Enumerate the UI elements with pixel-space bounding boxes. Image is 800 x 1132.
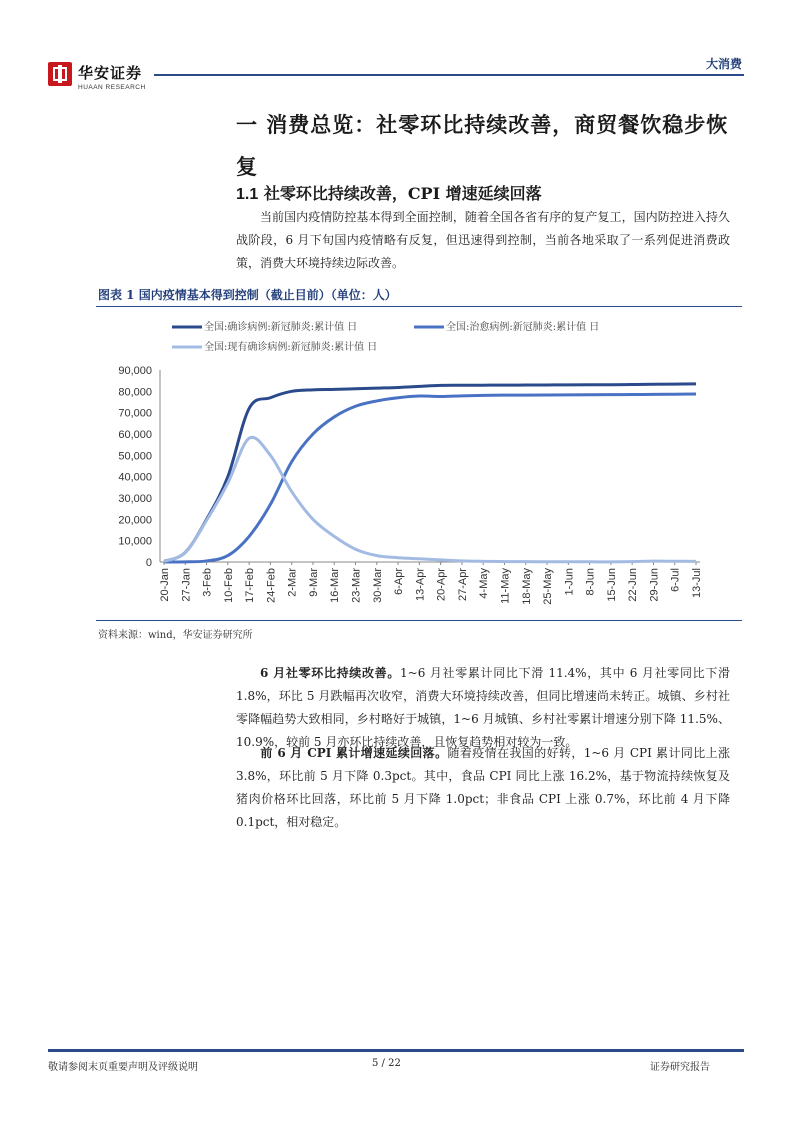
y-tick-label: 30,000 bbox=[118, 493, 152, 505]
section-label: 大消费 bbox=[705, 57, 742, 71]
section-title: 一 消费总览：社零环比持续改善，商贸餐饮稳步恢复 bbox=[236, 112, 729, 179]
logo-subtitle: HUAAN RESEARCH bbox=[78, 84, 146, 91]
figure-title: 图表 1 国内疫情基本得到控制（截止目前）（单位：人） bbox=[98, 288, 397, 302]
x-tick-label: 4-May bbox=[478, 568, 491, 599]
x-tick-label: 15-Jun bbox=[605, 568, 618, 602]
legend-label-cured: 全国:治愈病例:新冠肺炎:累计值 日 bbox=[446, 322, 600, 333]
covid-chart bbox=[96, 308, 742, 620]
logo-icon bbox=[48, 62, 72, 86]
legend-label-active: 全国:现有确诊病例:新冠肺炎:累计值 日 bbox=[204, 342, 378, 353]
y-tick-label: 20,000 bbox=[118, 514, 152, 527]
y-tick-label: 10,000 bbox=[118, 535, 152, 548]
figure-source: 资料来源：wind，华安证券研究所 bbox=[98, 630, 253, 641]
y-tick-label: 60,000 bbox=[118, 429, 152, 441]
x-tick-label: 23-Mar bbox=[350, 568, 363, 603]
x-tick-label: 9-Mar bbox=[307, 568, 320, 597]
intro-paragraph: 当前国内疫情防控基本得到全面控制，随着全国各省有序的复产复工，国内防控进入持久战阶段，6 月下旬国内疫情略有反复，但迅速得到控制，当前各地采取了一系列促进消费政策，消费大环境持续边际改善。 bbox=[236, 210, 730, 270]
x-tick-label: 20-Jan bbox=[159, 568, 171, 602]
series-line-confirmed bbox=[164, 384, 696, 561]
y-tick-label: 70,000 bbox=[118, 407, 152, 420]
x-tick-label: 6-Jul bbox=[669, 568, 682, 592]
header-divider bbox=[154, 74, 744, 76]
footer-report-type: 证券研究报告 bbox=[650, 1062, 710, 1073]
y-tick-label: 80,000 bbox=[118, 386, 152, 399]
subsection-text: 社零环比持续改善，CPI 增速延续回落 bbox=[258, 184, 542, 203]
cpi-paragraph bbox=[236, 742, 730, 834]
cpi-lead: 前 6 月 CPI 累计增速延续回落。 bbox=[260, 746, 448, 760]
footer-disclaimer: 敬请参阅末页重要声明及评级说明 bbox=[48, 1062, 198, 1073]
figure-top-rule bbox=[96, 306, 742, 307]
chart-legend bbox=[172, 320, 599, 353]
retail-text: 1~6 月社零累计同比下滑 11.4%，其中 6 月社零同比下滑 1.8%，环比 5 月跌幅再次收窄，消费大环境持续改善，但同比增速尚未转正。城镇、乡村社零降幅趋势大致相同，乡村略好于城镇，1~6 月城镇、乡村社零累计增速分别下降 11.5%、10.9%，较前 5 月亦环比持续改善，且恢复趋势相对较为一致。 bbox=[236, 666, 730, 749]
x-tick-label: 27-Jan bbox=[180, 568, 193, 602]
x-tick-label: 30-Mar bbox=[371, 568, 384, 603]
retail-paragraph bbox=[236, 662, 730, 754]
y-tick-label: 50,000 bbox=[118, 450, 152, 463]
logo-text: 华安证券 bbox=[78, 64, 143, 82]
x-tick-label: 18-May bbox=[520, 568, 533, 605]
x-tick-label: 20-Apr bbox=[435, 568, 448, 602]
figure-bottom-rule bbox=[96, 620, 742, 621]
x-tick-label: 25-May bbox=[542, 568, 555, 605]
x-tick-label: 16-Mar bbox=[329, 568, 342, 603]
x-tick-label: 1-Jun bbox=[563, 568, 576, 596]
x-tick-label: 17-Feb bbox=[244, 568, 257, 603]
retail-lead: 6 月社零环比持续改善。 bbox=[260, 666, 401, 680]
plot-area bbox=[118, 365, 703, 605]
footer-divider bbox=[48, 1049, 744, 1052]
x-tick-label: 8-Jun bbox=[584, 568, 597, 596]
legend-label-confirmed: 全国:确诊病例:新冠肺炎:累计值 日 bbox=[204, 322, 358, 333]
x-tick-label: 3-Feb bbox=[201, 568, 214, 597]
y-tick-label: 90,000 bbox=[118, 365, 152, 377]
subsection-title bbox=[236, 181, 542, 204]
x-tick-label: 24-Feb bbox=[265, 568, 278, 603]
x-tick-label: 13-Apr bbox=[414, 568, 427, 602]
x-tick-label: 6-Apr bbox=[393, 568, 406, 595]
cpi-text: 随着疫情在我国的好转，1~6 月 CPI 累计同比上涨 3.8%，环比前 5 月下降 0.3pct。其中，食品 CPI 同比上涨 16.2%，基于物流持续恢复及猪肉价格环比回落，环比前 5 月下降 1.0pct；非食品 CPI 上涨 0.7%，环比前 4 月下降 0.1pct，相对稳定。 bbox=[236, 746, 731, 829]
y-tick-label: 40,000 bbox=[118, 471, 152, 484]
page-number: 5 / 22 bbox=[372, 1058, 401, 1069]
x-tick-label: 10-Feb bbox=[222, 568, 235, 603]
x-tick-label: 11-May bbox=[499, 568, 512, 604]
x-tick-label: 29-Jun bbox=[648, 568, 661, 602]
subsection-number: 1.1 bbox=[236, 186, 259, 203]
x-tick-label: 2-Mar bbox=[286, 568, 299, 597]
x-tick-label: 27-Apr bbox=[456, 568, 469, 602]
x-tick-label: 22-Jun bbox=[627, 568, 640, 602]
y-tick-label: 0 bbox=[145, 557, 152, 569]
x-tick-label: 13-Jul bbox=[691, 568, 703, 598]
